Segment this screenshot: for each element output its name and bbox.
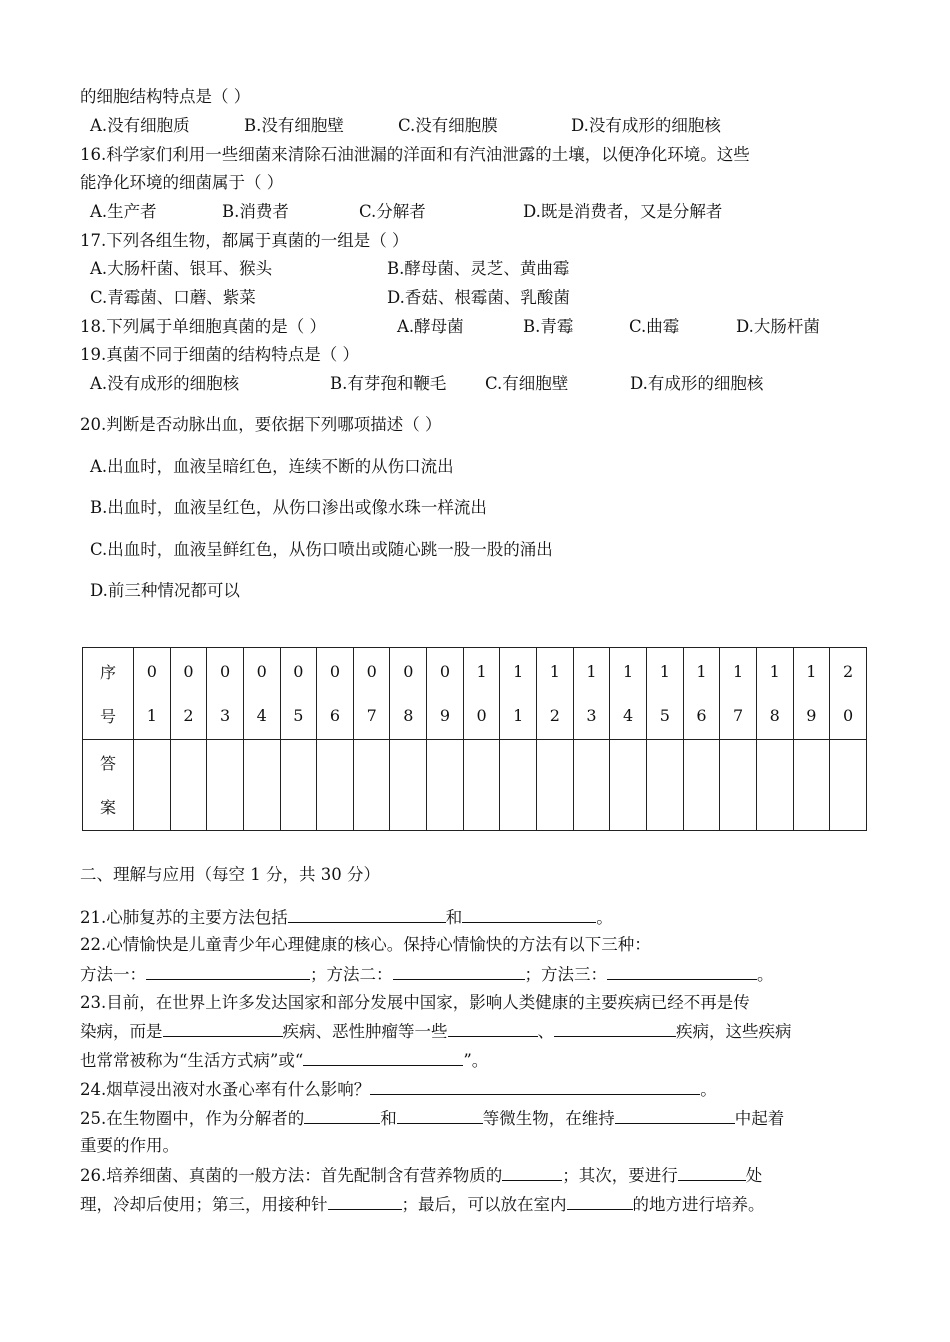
q25-text: 中起着 [734,1109,785,1128]
q26-blank-1[interactable] [502,1164,562,1181]
question-number-cell [280,648,317,740]
question-number-cell [573,648,610,740]
q25-blank-3[interactable] [615,1107,735,1124]
header-char: 序 [99,662,116,682]
answer-table-number-row [83,648,867,740]
q17-option-d: D.香菇、根霉菌、乳酸菌 [387,288,570,307]
q18-option-c: C.曲霉 [629,317,680,336]
q25-text: 25.在生物圈中，作为分解者的 [80,1109,305,1128]
digit: 1 [476,661,487,681]
q24-text: 。 [700,1080,717,1099]
q23-text: 也常常被称为“生活方式病”或“ [80,1051,304,1070]
q15-option-a: A.没有细胞质 [90,116,190,135]
q25-text: 和 [380,1109,397,1128]
digit: 1 [659,661,670,681]
q26-text: 理，冷却后使用；第三，用接种针 [80,1195,328,1214]
digit: 9 [439,705,451,725]
q25-line1 [80,1107,784,1130]
answer-cell[interactable] [390,739,427,831]
q25-blank-2[interactable] [397,1107,483,1124]
digit: 6 [329,705,341,725]
q23-blank-1[interactable] [163,1020,283,1037]
digit: 1 [769,661,780,681]
answer-row-header [83,739,134,831]
q19-option-b: B.有芽孢和鞭毛 [330,374,447,393]
digit: 4 [256,705,267,725]
q22-blank-1[interactable] [146,963,310,980]
q15-option-b: B.没有细胞壁 [244,116,344,135]
q18-stem: 18.下列属于单细胞真菌的是（ ） [80,317,326,336]
answer-cell[interactable] [463,739,500,831]
q23-line1: 23.目前，在世界上许多发达国家和部分发展中国家，影响人类健康的主要疾病已经不再是传 [80,993,750,1012]
digit: 0 [293,661,304,681]
answer-cell[interactable] [793,739,830,831]
digit: 6 [696,705,707,725]
answer-cell[interactable] [207,739,244,831]
q26-text: ；最后，可以放在室内 [401,1195,567,1214]
digit: 2 [549,705,560,725]
digit: 1 [732,661,744,681]
digit: 4 [623,705,634,725]
question-number-cell [793,648,830,740]
q20-option-b: B.出血时，血液呈红色，从伤口渗出或像水珠一样流出 [90,498,487,517]
q22-text: ；方法三： [524,965,607,984]
answer-cell[interactable] [646,739,683,831]
q26-line2 [80,1193,765,1216]
q26-line1 [80,1164,762,1187]
answer-table [82,647,867,831]
question-number-cell [610,648,647,740]
digit: 0 [146,661,157,681]
digit: 5 [659,705,670,725]
q25-blank-1[interactable] [304,1107,380,1124]
digit: 0 [256,661,267,681]
q20-option-c: C.出血时，血液呈鲜红色，从伤口喷出或随心跳一股一股的涌出 [90,540,553,559]
question-number-cell [170,648,207,740]
q23-text: 染病，而是 [80,1022,163,1041]
answer-cell[interactable] [353,739,390,831]
digit: 0 [366,661,377,681]
q23-blank-2[interactable] [448,1020,538,1037]
q20-option-d: D.前三种情况都可以 [90,581,240,600]
answer-cell[interactable] [573,739,610,831]
answer-cell[interactable] [720,739,757,831]
q17-option-a: A.大肠杆菌、银耳、猴头 [90,259,273,278]
digit: 1 [586,661,597,681]
question-number-cell [243,648,280,740]
q19-option-c: C.有细胞壁 [485,374,569,393]
digit: 2 [183,705,194,725]
answer-cell[interactable] [134,739,171,831]
digit: 3 [586,705,597,725]
question-number-cell [830,648,867,740]
q23-line2 [80,1020,792,1043]
q19-stem: 19.真菌不同于细菌的结构特点是（ ） [80,345,359,364]
digit: 8 [403,705,414,725]
digit: 0 [183,661,194,681]
q22-text: 。 [757,965,774,984]
q21-text: 。 [596,908,613,927]
q24-text: 24.烟草浸出液对水蚤心率有什么影响？ [80,1080,371,1099]
digit: 0 [842,705,854,725]
q22-blank-2[interactable] [393,963,525,980]
digit: 0 [220,661,231,681]
q15-option-d: D.没有成形的细胞核 [571,116,721,135]
answer-cell[interactable] [317,739,354,831]
q16-stem-line2: 能净化环境的细菌属于（ ） [80,173,284,192]
q17-option-b: B.酵母菌、灵芝、黄曲霉 [387,259,570,278]
question-number-cell [390,648,427,740]
question-number-cell [317,648,354,740]
q22-text: 方法一： [80,965,146,984]
section2-title: 二、理解与应用（每空 1 分，共 30 分） [80,865,380,884]
q16-option-d: D.既是消费者，又是分解者 [523,202,723,221]
q22-line1: 22.心情愉快是儿童青少年心理健康的核心。保持心情愉快的方法有以下三种： [80,935,651,954]
answer-cell[interactable] [537,739,574,831]
answer-cell[interactable] [243,739,280,831]
digit: 0 [329,661,341,681]
q22-line2 [80,963,774,986]
q26-text: 26.培养细菌、真菌的一般方法：首先配制含有营养物质的 [80,1166,503,1185]
q16-stem-line1: 16.科学家们利用一些细菌来清除石油泄漏的洋面和有汽油泄露的土壤，以便净化环境。这些 [80,145,750,164]
q26-blank-4[interactable] [567,1193,633,1210]
answer-cell[interactable] [830,739,867,831]
q16-option-b: B.消费者 [222,202,289,221]
q25-line2: 重要的作用。 [80,1136,179,1155]
digit: 1 [549,661,560,681]
digit: 1 [146,705,157,725]
q23-blank-3[interactable] [554,1020,676,1037]
q17-stem: 17.下列各组生物，都属于真菌的一组是（ ） [80,231,409,250]
q19-option-a: A.没有成形的细胞核 [90,374,240,393]
q18-option-d: D.大肠杆菌 [736,317,820,336]
digit: 3 [220,705,231,725]
question-number-cell [353,648,390,740]
question-number-cell [720,648,757,740]
q21-text: 和 [445,908,463,927]
digit: 7 [366,705,377,725]
digit: 1 [513,705,524,725]
q22-blank-3[interactable] [607,963,757,980]
header-char: 号 [99,706,116,726]
answer-cell[interactable] [170,739,207,831]
answer-cell[interactable] [427,739,464,831]
digit: 1 [806,661,817,681]
answer-cell[interactable] [500,739,537,831]
q26-text: ；其次，要进行 [562,1166,678,1185]
digit: 7 [732,705,744,725]
question-number-cell [463,648,500,740]
question-number-cell [427,648,464,740]
digit: 0 [476,705,487,725]
q23-text: ”。 [463,1051,489,1070]
question-number-cell [134,648,171,740]
q26-text: 处 [745,1166,763,1185]
header-char: 答 [99,754,116,774]
q17-option-c: C.青霉菌、口蘑、紫菜 [90,288,256,307]
q15-stem: 的细胞结构特点是（ ） [80,87,251,106]
q23-text: 、 [537,1022,554,1041]
q20-stem: 20.判断是否动脉出血，要依据下列哪项描述（ ） [80,415,442,434]
q25-text: 等微生物，在维持 [482,1109,615,1128]
q19-option-d: D.有成形的细胞核 [630,374,764,393]
q16-option-c: C.分解者 [359,202,426,221]
q23-line3 [80,1049,488,1072]
q15-option-c: C.没有细胞膜 [398,116,498,135]
digit: 1 [623,661,634,681]
answer-cell[interactable] [756,739,793,831]
answer-table-answer-row [83,739,867,831]
q22-text: ；方法二： [310,965,393,984]
q23-text: 疾病，这些疾病 [676,1022,792,1041]
q23-blank-4[interactable] [303,1049,463,1066]
question-number-cell [646,648,683,740]
digit: 8 [769,705,780,725]
digit: 9 [806,705,817,725]
q16-option-a: A.生产者 [90,202,157,221]
q26-blank-2[interactable] [678,1164,746,1181]
header-char: 案 [99,798,116,818]
digit: 1 [696,661,707,681]
digit: 2 [842,661,854,681]
question-number-cell [683,648,720,740]
digit: 0 [439,661,451,681]
q21-blank-2[interactable] [462,906,596,923]
digit: 0 [403,661,414,681]
question-number-cell [500,648,537,740]
q18-option-b: B.青霉 [523,317,574,336]
q21-blank-1[interactable] [288,906,446,923]
q18-option-a: A.酵母菌 [397,317,464,336]
digit: 5 [293,705,304,725]
answer-cell[interactable] [610,739,647,831]
q23-text: 疾病、恶性肿瘤等一些 [282,1022,448,1041]
question-number-cell [756,648,793,740]
q26-text: 的地方进行培养。 [632,1195,765,1214]
q24-blank[interactable] [370,1078,700,1095]
q24 [80,1078,717,1101]
q21-text: 21.心肺复苏的主要方法包括 [80,908,288,927]
answer-cell[interactable] [280,739,317,831]
q21 [80,906,613,929]
digit: 1 [513,661,524,681]
q20-option-a: A.出血时，血液呈暗红色，连续不断的从伤口流出 [90,457,454,476]
q26-blank-3[interactable] [328,1193,402,1210]
question-number-cell [207,648,244,740]
question-number-cell [537,648,574,740]
answer-cell[interactable] [683,739,720,831]
number-row-header [83,648,134,740]
